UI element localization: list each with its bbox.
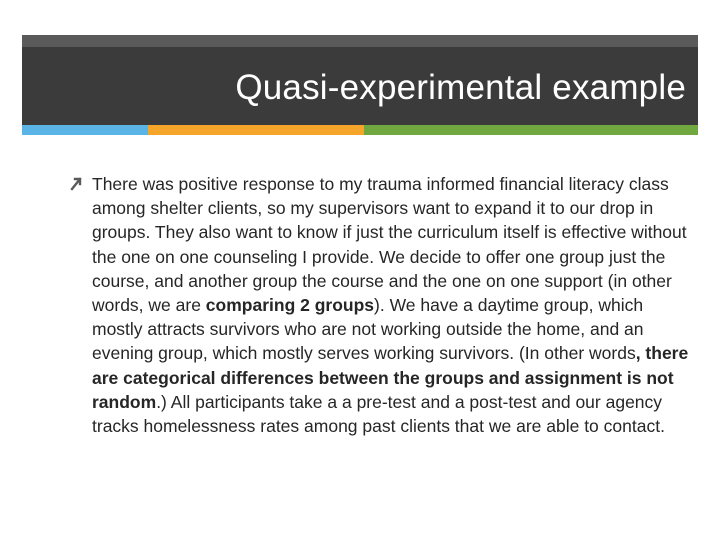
bullet-item <box>70 172 698 438</box>
accent-bar-blue <box>22 125 148 135</box>
accent-bar <box>22 125 698 135</box>
bullet-text-segment: ). We have a daytime group, which mostly attracts survivors who are not working outside the home, and an evening group, which mostly serves working survivors. (In other words <box>92 295 644 364</box>
title-banner <box>22 47 698 125</box>
bullet-text-segment: .) All participants take a a pre-test and a post-test and our agency tracks homelessness rates among past clients that we are able to contact. <box>92 391 665 437</box>
slide-title: Quasi-experimental example <box>235 68 686 107</box>
slide-body <box>70 172 698 438</box>
bullet-text-segment: There was positive response to my trauma informed financial literacy class among shelter clients, so my supervisors want to expand it to our drop in groups. They also want to know if just the curriculum itself is effective without the one on one counseling I provide. We decide to offer one group just the course, and another group the course and the one on one support (in other words, we are <box>92 174 687 316</box>
accent-bar-green <box>364 125 698 135</box>
bullet-text-bold-segment: , there are categorical differences between the groups and assignment is not random <box>92 343 689 412</box>
bullet-text-bold-segment: comparing 2 groups <box>205 295 375 316</box>
header-top-strip <box>22 35 698 47</box>
accent-bar-orange <box>148 125 364 135</box>
bullet-text <box>92 172 698 438</box>
diagonal-arrow-icon <box>70 175 84 191</box>
